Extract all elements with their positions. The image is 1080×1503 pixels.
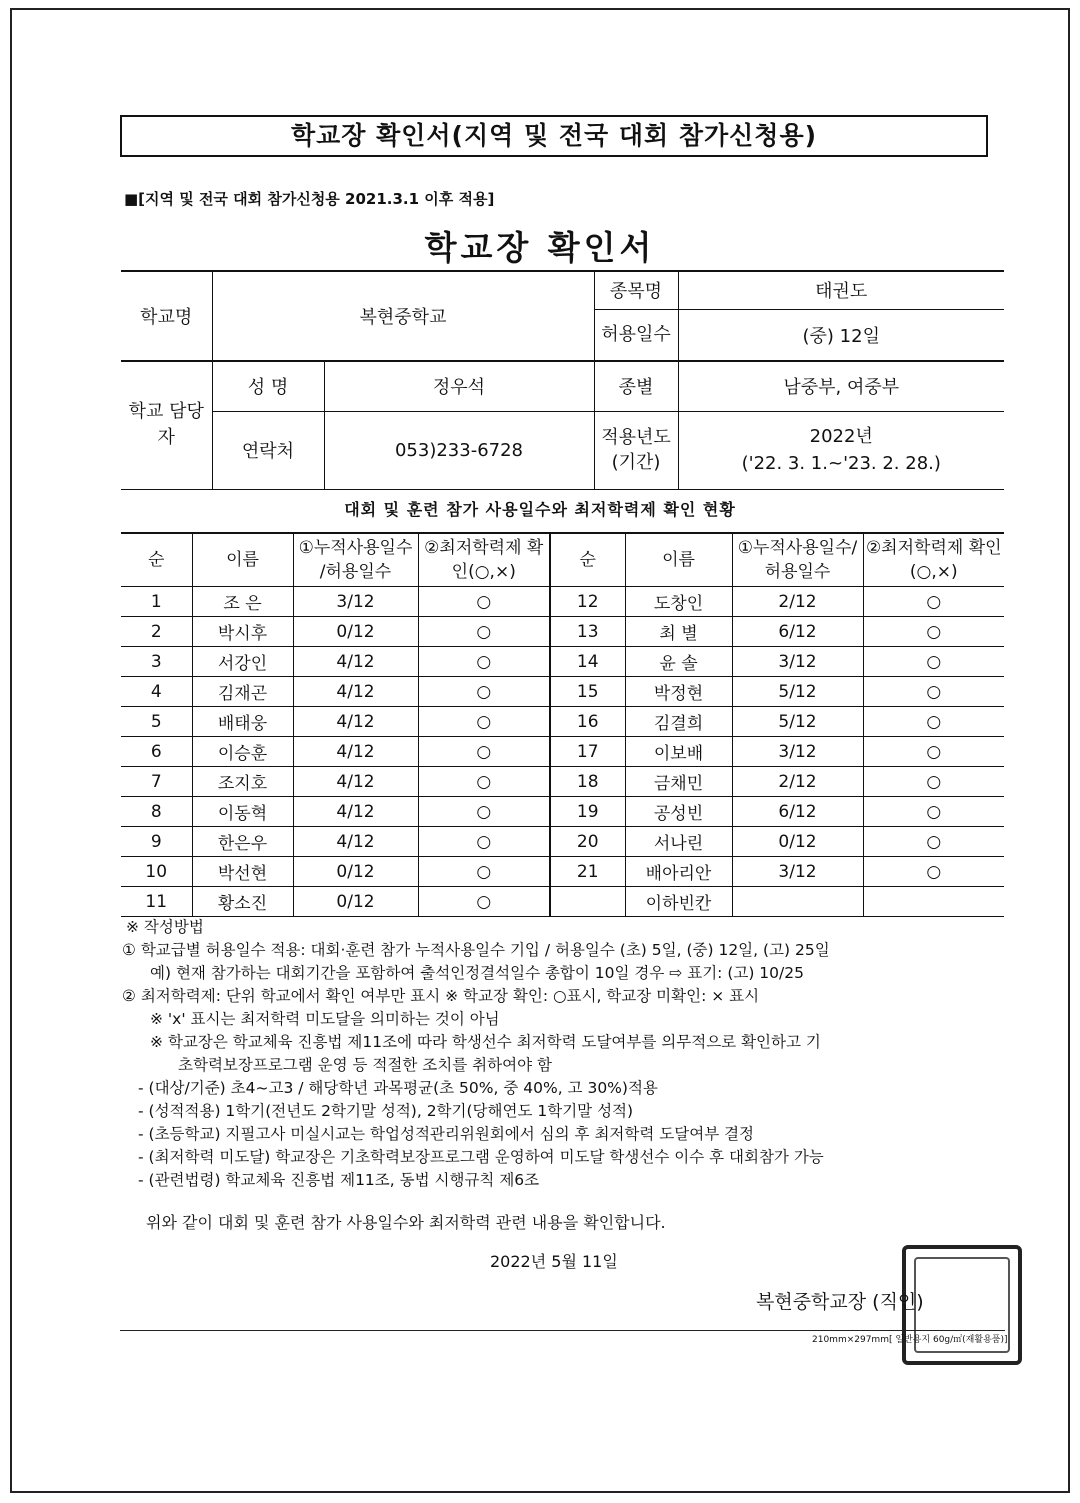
student-name: 김결희	[625, 707, 732, 737]
student-usage: 6/12	[732, 797, 863, 827]
student-name: 이하빈칸	[625, 887, 732, 917]
student-usage: 4/12	[293, 767, 418, 797]
header-no: 순	[121, 533, 192, 587]
note-line: ① 학교급별 허용일수 적용: 대회·훈련 참가 누적사용일수 기입 / 허용일수 (초) 5일, (중) 12일, (고) 25일	[122, 941, 830, 959]
student-no: 14	[550, 647, 625, 677]
student-name: 윤 솔	[625, 647, 732, 677]
student-name: 이승훈	[192, 737, 293, 767]
event-value: 태권도	[678, 271, 1004, 309]
student-mark: ○	[418, 797, 550, 827]
student-mark: ○	[418, 887, 550, 917]
student-mark	[863, 887, 1004, 917]
info-table	[121, 270, 1004, 490]
student-mark: ○	[418, 617, 550, 647]
student-mark: ○	[418, 707, 550, 737]
note-line: - (초등학교) 지필고사 미실시교는 학업성적관리위원회에서 심의 후 최저학력 도달여부 결정	[138, 1125, 755, 1143]
student-mark: ○	[863, 767, 1004, 797]
student-mark: ○	[418, 647, 550, 677]
student-mark: ○	[418, 587, 550, 617]
table-row	[121, 737, 1004, 767]
student-mark: ○	[418, 827, 550, 857]
note-line: - (관련법령) 학교체육 진흥법 제11조, 동법 시행규칙 제6조	[138, 1171, 540, 1189]
table-row	[121, 617, 1004, 647]
issue-date: 2022년 5월 11일	[490, 1252, 618, 1271]
table-row	[121, 647, 1004, 677]
contact-value: 053)233-6728	[324, 411, 594, 489]
student-mark: ○	[863, 797, 1004, 827]
header-usage: ①누적사용일수/ 허용일수	[732, 533, 863, 587]
school-value: 복현중학교	[212, 271, 594, 361]
student-usage: 5/12	[732, 677, 863, 707]
student-mark: ○	[418, 737, 550, 767]
student-name: 박선현	[192, 857, 293, 887]
student-no: 3	[121, 647, 192, 677]
top-title: 학교장 확인서(지역 및 전국 대회 참가신청용)	[120, 115, 988, 157]
student-usage: 0/12	[732, 827, 863, 857]
student-name: 서강인	[192, 647, 293, 677]
header-name: 이름	[192, 533, 293, 587]
note-line: ※ 'x' 표시는 최저학력 미도달을 의미하는 것이 아님	[150, 1010, 500, 1028]
student-mark: ○	[863, 857, 1004, 887]
student-usage: 2/12	[732, 767, 863, 797]
student-mark: ○	[418, 857, 550, 887]
student-usage: 6/12	[732, 617, 863, 647]
student-no: 18	[550, 767, 625, 797]
student-usage: 0/12	[293, 887, 418, 917]
paper-note: 210mm×297mm[ 일반용지 60g/㎡(재활용품)]	[812, 1335, 1008, 1345]
student-usage: 3/12	[732, 647, 863, 677]
student-usage: 0/12	[293, 617, 418, 647]
student-usage: 0/12	[293, 857, 418, 887]
signer: 복현중학교장 (직인)	[756, 1291, 924, 1313]
student-no: 15	[550, 677, 625, 707]
header-usage: ①누적사용일수 /허용일수	[293, 533, 418, 587]
student-no: 16	[550, 707, 625, 737]
student-name: 박정현	[625, 677, 732, 707]
student-name: 배아리안	[625, 857, 732, 887]
student-no: 6	[121, 737, 192, 767]
note-line: ※ 작성방법	[126, 918, 204, 936]
note-line: - (성적적용) 1학기(전년도 2학기말 성적), 2학기(당해연도 1학기말 성적)	[138, 1102, 634, 1120]
student-no: 5	[121, 707, 192, 737]
year-cell	[678, 411, 1004, 489]
student-no: 17	[550, 737, 625, 767]
student-mark: ○	[863, 737, 1004, 767]
contact-label: 연락처	[212, 411, 324, 489]
student-name: 조지호	[192, 767, 293, 797]
student-usage: 4/12	[293, 737, 418, 767]
student-name: 김재곤	[192, 677, 293, 707]
note-line: 예) 현재 참가하는 대회기간을 포함하여 출석인정결석일수 총합이 10일 경우 ⇨ 표기: (고) 10/25	[150, 964, 804, 982]
student-name: 조 은	[192, 587, 293, 617]
student-usage	[732, 887, 863, 917]
table-row	[121, 857, 1004, 887]
student-name: 이보배	[625, 737, 732, 767]
main-title: 학교장 확인서	[424, 228, 656, 267]
student-no: 20	[550, 827, 625, 857]
student-usage: 4/12	[293, 647, 418, 677]
allowed-label: 허용일수	[594, 309, 678, 361]
header-name: 이름	[625, 533, 732, 587]
student-mark: ○	[863, 677, 1004, 707]
manager-label: 학교 담당자	[121, 361, 212, 489]
student-name: 최 별	[625, 617, 732, 647]
event-label: 종목명	[594, 271, 678, 309]
school-label: 학교명	[121, 271, 212, 361]
division-label: 종별	[594, 361, 678, 411]
student-name: 박시후	[192, 617, 293, 647]
student-no: 4	[121, 677, 192, 707]
student-no	[550, 887, 625, 917]
student-no: 11	[121, 887, 192, 917]
student-mark: ○	[863, 587, 1004, 617]
student-no: 10	[121, 857, 192, 887]
notes-section	[122, 916, 1022, 1192]
student-name: 도창인	[625, 587, 732, 617]
name-value: 정우석	[324, 361, 594, 411]
student-usage: 2/12	[732, 587, 863, 617]
student-no: 1	[121, 587, 192, 617]
header-no: 순	[550, 533, 625, 587]
table-row	[121, 887, 1004, 917]
student-name: 서나린	[625, 827, 732, 857]
student-no: 2	[121, 617, 192, 647]
period-value: ('22. 3. 1.~'23. 2. 28.)	[741, 453, 941, 474]
year-value: 2022년	[809, 426, 873, 447]
year-label: 적용년도 (기간)	[594, 411, 678, 489]
student-mark: ○	[863, 647, 1004, 677]
student-no: 7	[121, 767, 192, 797]
student-usage: 5/12	[732, 707, 863, 737]
student-no: 19	[550, 797, 625, 827]
student-mark: ○	[418, 767, 550, 797]
table-row	[121, 587, 1004, 617]
student-no: 9	[121, 827, 192, 857]
table-row	[121, 677, 1004, 707]
student-usage: 3/12	[293, 587, 418, 617]
header-grade: ②최저학력제 확인(○,×)	[863, 533, 1004, 587]
section-title: 대회 및 훈련 참가 사용일수와 최저학력제 확인 현황	[344, 500, 736, 519]
student-table	[121, 532, 1004, 917]
note-line: ② 최저학력제: 단위 학교에서 확인 여부만 표시 ※ 학교장 확인: ○표시, 학교장 미확인: × 표시	[122, 987, 760, 1005]
student-no: 8	[121, 797, 192, 827]
student-mark: ○	[863, 617, 1004, 647]
student-mark: ○	[418, 677, 550, 707]
name-label: 성 명	[212, 361, 324, 411]
student-no: 21	[550, 857, 625, 887]
student-usage: 4/12	[293, 707, 418, 737]
division-value: 남중부, 여중부	[678, 361, 1004, 411]
student-name: 한은우	[192, 827, 293, 857]
note-line: - (최저학력 미도달) 학교장은 기초학력보장프로그램 운영하여 미도달 학생선수 이수 후 대회참가 가능	[138, 1148, 824, 1166]
apply-note: ■[지역 및 전국 대회 참가신청용 2021.3.1 이후 적용]	[124, 190, 495, 208]
confirm-text: 위와 같이 대회 및 훈련 참가 사용일수와 최저학력 관련 내용을 확인합니다.	[146, 1213, 666, 1232]
student-usage: 3/12	[732, 857, 863, 887]
student-no: 12	[550, 587, 625, 617]
student-name: 배태웅	[192, 707, 293, 737]
header-grade: ②최저학력제 확인(○,×)	[418, 533, 550, 587]
table-row	[121, 797, 1004, 827]
note-line: 초학력보장프로그램 운영 등 적절한 조치를 취하여야 함	[178, 1056, 552, 1074]
student-name: 공성빈	[625, 797, 732, 827]
note-line: ※ 학교장은 학교체육 진흥법 제11조에 따라 학생선수 최저학력 도달여부를 의무적으로 확인하고 기	[150, 1033, 821, 1051]
student-usage: 4/12	[293, 827, 418, 857]
student-usage: 3/12	[732, 737, 863, 767]
bottom-rule	[120, 1330, 1005, 1331]
student-no: 13	[550, 617, 625, 647]
student-name: 금채민	[625, 767, 732, 797]
table-row	[121, 827, 1004, 857]
student-usage: 4/12	[293, 797, 418, 827]
student-mark: ○	[863, 707, 1004, 737]
student-mark: ○	[863, 827, 1004, 857]
note-line: - (대상/기준) 초4~고3 / 해당학년 과목평균(초 50%, 중 40%, 고 30%)적용	[138, 1079, 658, 1097]
allowed-value: (중) 12일	[678, 309, 1004, 361]
student-usage: 4/12	[293, 677, 418, 707]
table-row	[121, 707, 1004, 737]
table-row	[121, 767, 1004, 797]
student-name: 황소진	[192, 887, 293, 917]
student-name: 이동혁	[192, 797, 293, 827]
